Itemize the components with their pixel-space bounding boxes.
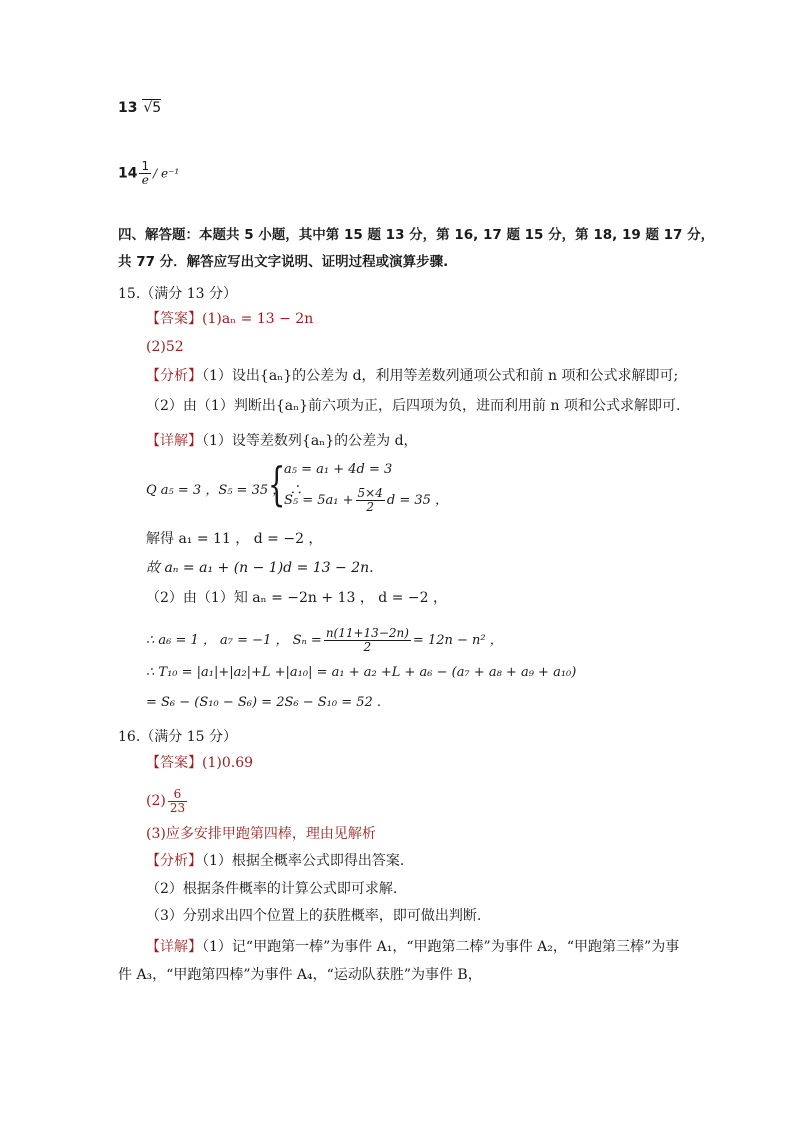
q15-system-eq1: a₅ = a₁ + 4d = 3: [284, 462, 393, 477]
q16-detail-2: 件 A₃，“甲跑第四棒”为事件 A₄，“运动队获胜”为事件 B，: [118, 967, 482, 983]
q15-header: 15.（满分 13 分）: [118, 286, 237, 302]
q16-answer-2-fraction: [168, 788, 187, 815]
answer-13-expr: √5: [143, 100, 162, 116]
answer-14-frac-num: 1: [141, 159, 150, 173]
answer-13: [118, 99, 161, 117]
q16-analysis-1-text: （1）根据全概率公式即得出答案.: [202, 853, 405, 869]
q15-analysis-1-text: （1）设出{aₙ}的公差为 d，利用等差数列通项公式和前 n 项和公式求解即可;: [202, 368, 679, 384]
q15-system-eq2-a: S₅ = 5a₁ +: [284, 493, 354, 508]
q15-sn-fraction: [324, 627, 411, 654]
q15-system-eq2-den: 2: [366, 500, 375, 514]
q15-sn-rest: = 12n − n² ，: [412, 633, 503, 648]
q15-detail-1-text: （1）设等差数列{aₙ}的公差为 d，: [202, 433, 418, 449]
q16-header: 16.（满分 15 分）: [118, 729, 237, 745]
q16-detail-1: [146, 938, 679, 956]
q16-answer: [146, 754, 253, 772]
q16-answer-2-den: 23: [169, 800, 186, 815]
q15-given: Q a₅ = 3 ，S₅ = 35 ， ∴: [146, 483, 303, 498]
q15-answer: [146, 310, 313, 328]
q16-answer-2-num: 6: [168, 788, 187, 802]
q15-system-brace: {: [267, 457, 286, 511]
q16-detail-1-text: （1）记“甲跑第一棒”为事件 A₁，“甲跑第二棒”为事件 A₂，“甲跑第三棒”为事: [202, 939, 680, 955]
q15-system-eq2-b: d = 35 ，: [386, 493, 449, 508]
q15-system-eq2-fraction: [356, 487, 385, 514]
q15-a6a7-text: ∴ a₆ = 1 ， a₇ = −1 ， Sₙ =: [146, 633, 322, 648]
q16-analysis-3: （3）分别求出四个位置上的获胜概率，即可做出判断.: [146, 908, 482, 924]
q16-analysis-tag: 【分析】: [146, 853, 202, 869]
q15-a6a7: [146, 627, 503, 654]
q15-t10: ∴ T₁₀ = |a₁|+|a₂|+L +|a₁₀| = a₁ + a₂ +L + a₆ − (a₇ + a₈ + a₉ + a₁₀): [146, 665, 577, 680]
q15-detail-tag: 【详解】: [146, 433, 202, 449]
answer-14-fraction: [139, 160, 151, 187]
answer-14-number: 14: [118, 165, 138, 182]
q15-part2: （2）由（1）知 aₙ = −2n + 13 ， d = −2 ，: [146, 590, 447, 606]
answer-14-alt: / e⁻¹: [153, 166, 180, 181]
answer-14-frac-den: e: [141, 173, 149, 187]
q15-answer-tag: 【答案】: [146, 311, 202, 327]
q15-analysis-2: （2）由（1）判断出{aₙ}前六项为正，后四项为负，进而利用前 n 项和公式求解即可.: [146, 398, 681, 414]
q16-answer-2: [146, 786, 189, 816]
q16-detail-tag: 【详解】: [146, 939, 202, 955]
q15-system-eq2: [284, 487, 448, 514]
q15-solve: 解得 a₁ = 11 ， d = −2 ，: [146, 531, 323, 547]
q15-detail-1: [146, 432, 418, 450]
q15-answer-1: (1)aₙ = 13 − 2n: [202, 311, 314, 327]
q16-answer-1: (1)0.69: [202, 755, 254, 771]
q15-sn-num: n(11+13−2n): [325, 626, 409, 640]
q16-answer-2-prefix: (2): [146, 793, 166, 809]
section-4-intro-line1: 四、解答题：本题共 5 小题，其中第 15 题 13 分，第 16, 17 题 15 分，第 18, 19 题 17 分，: [118, 227, 715, 243]
q15-final: = S₆ − (S₁₀ − S₆) = 2S₆ − S₁₀ = 52 .: [146, 695, 382, 710]
q16-analysis-1: [146, 852, 404, 870]
q15-analysis-1: [146, 367, 678, 385]
q15-therefore: 故 aₙ = a₁ + (n − 1)d = 13 − 2n.: [146, 560, 374, 576]
q16-answer-3: (3)应多安排甲跑第四棒，理由见解析: [146, 826, 376, 842]
q15-answer-2: (2)52: [146, 339, 184, 355]
q15-system-eq2-num: 5×4: [357, 486, 383, 500]
answer-14: [118, 160, 179, 187]
q16-analysis-2: （2）根据条件概率的计算公式即可求解.: [146, 881, 398, 897]
q16-answer-tag: 【答案】: [146, 755, 202, 771]
answer-13-number: 13: [118, 100, 138, 116]
q15-analysis-tag: 【分析】: [146, 368, 202, 384]
section-4-intro-line2: 共 77 分．解答应写出文字说明、证明过程或演算步骤.: [118, 254, 449, 270]
q15-sn-den: 2: [363, 640, 372, 654]
